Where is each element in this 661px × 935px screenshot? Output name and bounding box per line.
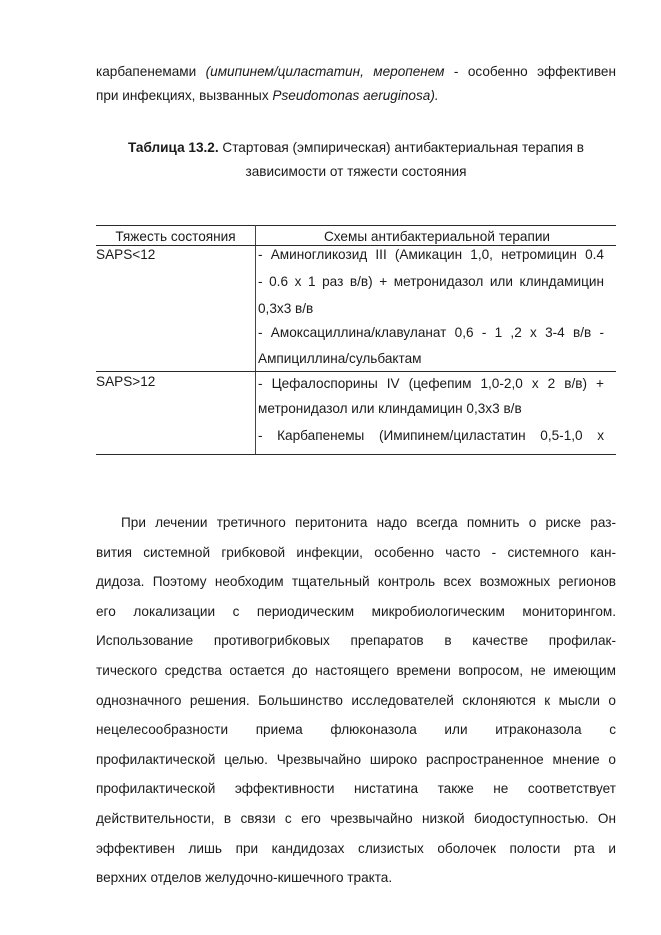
body-line: Использование противогрибковых препаратов в качестве профилак- [96,633,616,649]
body-line: однозначного решения. Большинство исследователей склоняются к мысли о [96,692,616,708]
pathogen-name: Pseudomonas aeruginosa). [272,88,439,103]
intro-paragraph [96,60,616,108]
body-line: При лечении третичного перитонита надо всегда помнить о риске раз- [121,515,616,530]
body-line: профилактической целью. Чрезвычайно широко распространенное мнение о [96,751,616,767]
table-column-divider [255,225,256,455]
row-2-line: метронидазол или клиндамицин 0,3х3 в/в [258,401,522,416]
intro-line-1: карбапенемами (имипинем/циластатин, меропенем - особенно эффективен [96,64,616,79]
table-caption: Таблица 13.2. Стартовая (эмпирическая) антибактериальная терапия в зависимости от тяжести состояния [127,140,585,179]
row-1-line: - Аминогликозид III (Амикацин 1,0, нетромицин 0.4 [258,247,604,262]
row-1-bottom-rule [96,371,616,372]
row-1-line: - 0.6 х 1 раз в/в) + метронидазол или клиндамицин [258,274,604,289]
table-label: Таблица 13.2. [127,140,219,155]
body-line: нецелесообразности приема флюконазола или итраконазола с [96,722,616,738]
drug-names: (имипинем/циластатин, меропенем [205,64,445,79]
row-2-line: - Цефалоспорины IV (цефепим 1,0-2,0 х 2 в/в) + [258,376,604,391]
body-line: действительности, в связи с его чрезвычайно низкой биодоступностью. Он [96,810,616,826]
intro-line-2: при инфекциях, вызванных Pseudomonas aeruginosa). [96,88,439,103]
row-1-line: Ампициллина/сульбактам [258,351,422,366]
row-1-line: 0,3х3 в/в [258,301,314,316]
row-2-line: - Карбапенемы (Имипинем/циластатин 0,5-1,0 х [258,428,604,443]
body-line: профилактической эффективности нистатина также не соответствует [96,781,616,797]
table-bottom-rule [96,454,616,455]
body-paragraph [96,508,616,893]
body-line: вития системной грибковой инфекции, особенно часто - системного кан- [96,544,616,560]
header-severity: Тяжесть состояния [115,229,236,244]
row-2-severity: SAPS>12 [96,374,156,389]
body-line: тического средства остается до настоящего времени вопросом, не имеющим [96,662,616,678]
body-line: дидоза. Поэтому необходим тщательный контроль всех возможных регионов [96,574,616,590]
table-top-rule [96,225,616,226]
body-line: верхних отделов желудочно-кишечного тракта. [96,870,393,886]
body-line: его локализации с периодическим микробиологическим мониторингом. [96,603,616,619]
header-schemes: Схемы антибактериальной терапии [323,229,551,244]
row-1-line: - Амоксациллина/клавуланат 0,6 - 1 ,2 х 3-4 в/в - [258,325,604,340]
body-line: эффективен лишь при кандидозах слизистых оболочек полости рта и [96,840,616,856]
row-1-severity: SAPS<12 [96,247,156,262]
